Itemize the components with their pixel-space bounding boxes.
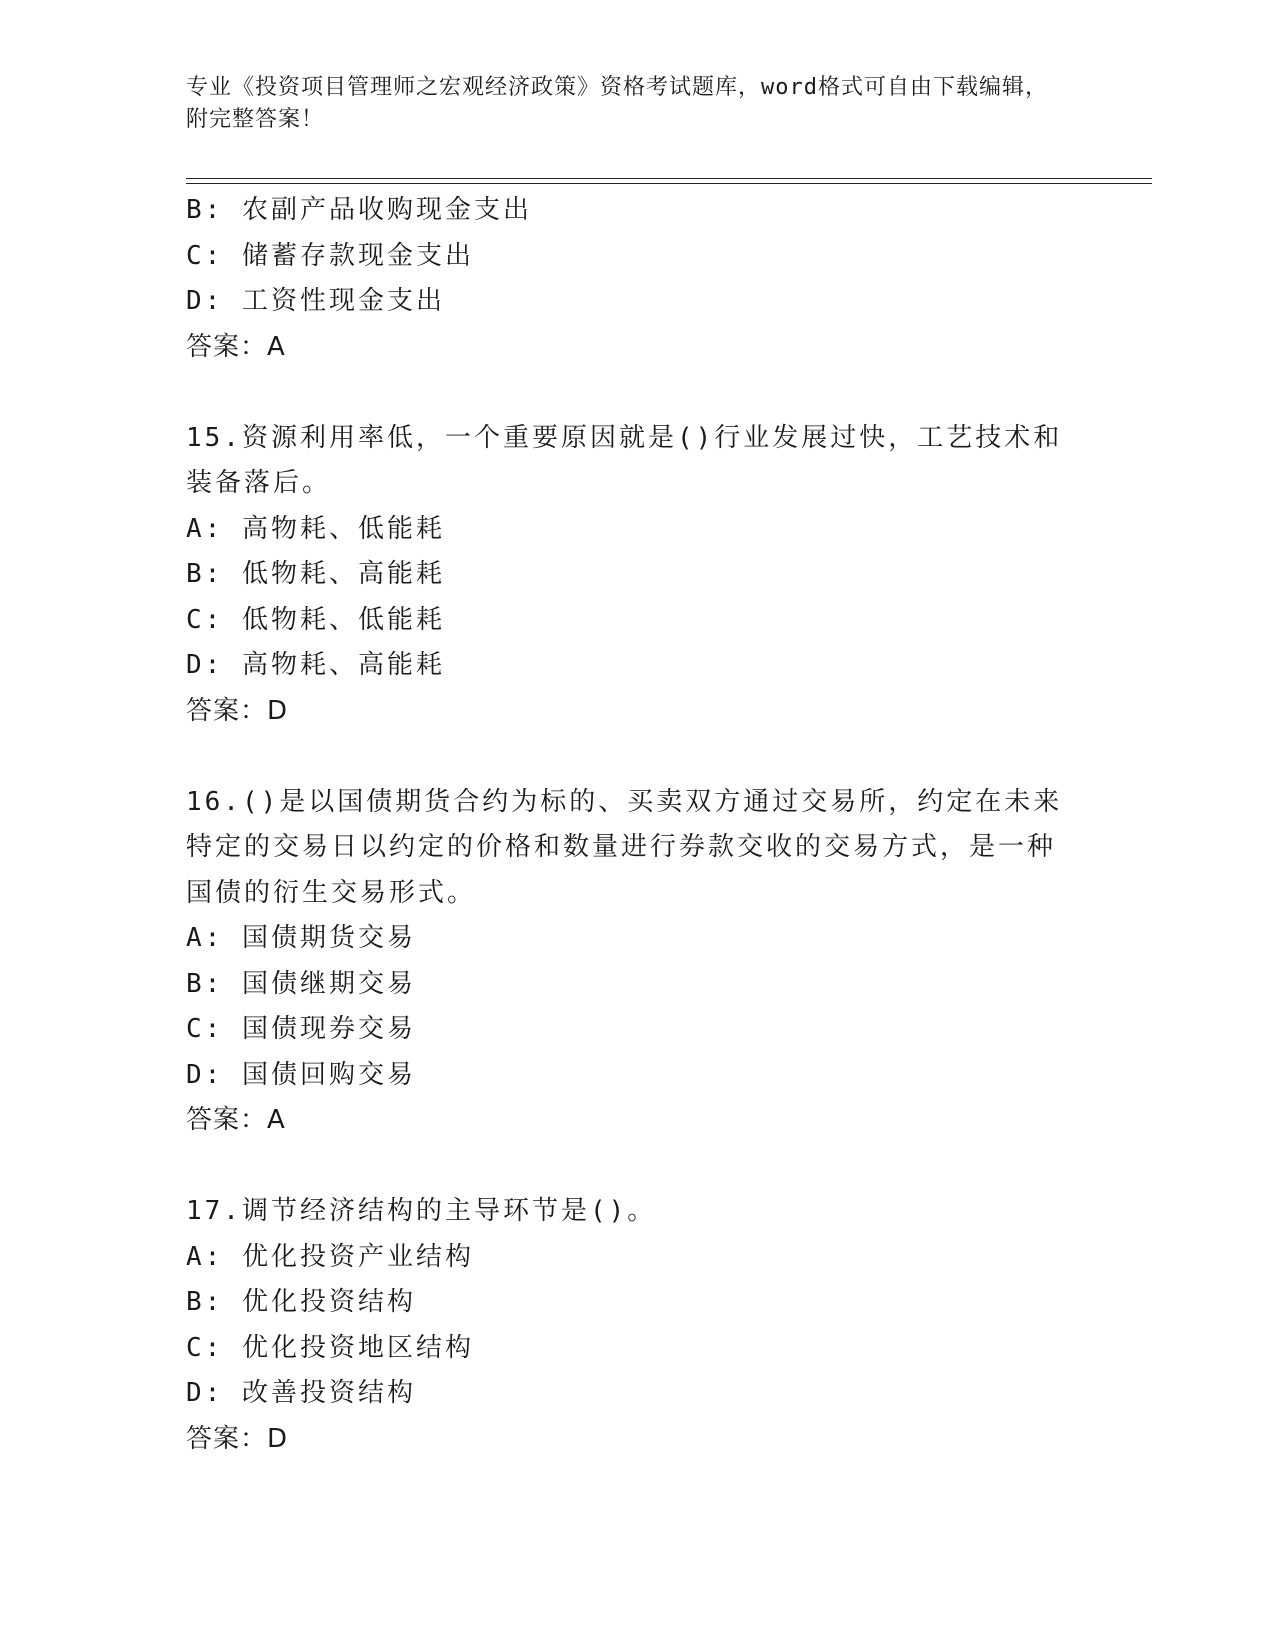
- option-c: C: 储蓄存款现金支出: [186, 240, 474, 271]
- question-17: [186, 1189, 1086, 1462]
- question-stem: 16.()是以国债期货合约为标的、买卖双方通过交易所，约定在未来特定的交易日以约定的价格和数量进行券款交收的交易方式，是一种国债的衍生交易形式。: [186, 786, 1063, 908]
- question-stem: 17.调节经济结构的主导环节是()。: [186, 1196, 657, 1226]
- option-b: B: 农副产品收购现金支出: [186, 195, 532, 225]
- option-a: A: 国债期货交易: [186, 923, 416, 953]
- question-stem: 15.资源利用率低，一个重要原因就是()行业发展过快，工艺技术和装备落后。: [186, 422, 1063, 498]
- answer: 答案：D: [186, 695, 289, 726]
- spacer: [186, 734, 1086, 780]
- option-b: B: 低物耗、高能耗: [186, 559, 445, 589]
- option-d: D: 改善投资结构: [186, 1378, 416, 1408]
- answer: 答案：D: [186, 1423, 289, 1454]
- answer: 答案：A: [186, 331, 286, 362]
- option-c: C: 优化投资地区结构: [186, 1332, 474, 1363]
- question-list: [186, 188, 1086, 1462]
- question-15: [186, 416, 1086, 735]
- option-d: D: 工资性现金支出: [186, 286, 445, 316]
- option-c: C: 低物耗、低能耗: [186, 604, 445, 635]
- answer: 答案：A: [186, 1105, 286, 1135]
- option-a: A: 高物耗、低能耗: [186, 513, 445, 544]
- spacer: [186, 370, 1086, 416]
- option-d: D: 国债回购交易: [186, 1059, 416, 1090]
- document-header: 专业《投资项目管理师之宏观经济政策》资格考试题库，word格式可自由下载编辑，附完整答案！: [186, 75, 1048, 132]
- option-c: C: 国债现券交易: [186, 1014, 416, 1044]
- question-16: [186, 780, 1086, 1144]
- header-divider-top: [186, 178, 1152, 179]
- option-b: B: 优化投资结构: [186, 1287, 416, 1317]
- option-d: D: 高物耗、高能耗: [186, 650, 445, 680]
- question-14-fragment: [186, 188, 1086, 370]
- spacer: [186, 1144, 1086, 1190]
- option-b: B: 国债继期交易: [186, 968, 416, 999]
- header-divider-bottom: [186, 183, 1152, 184]
- option-a: A: 优化投资产业结构: [186, 1241, 474, 1272]
